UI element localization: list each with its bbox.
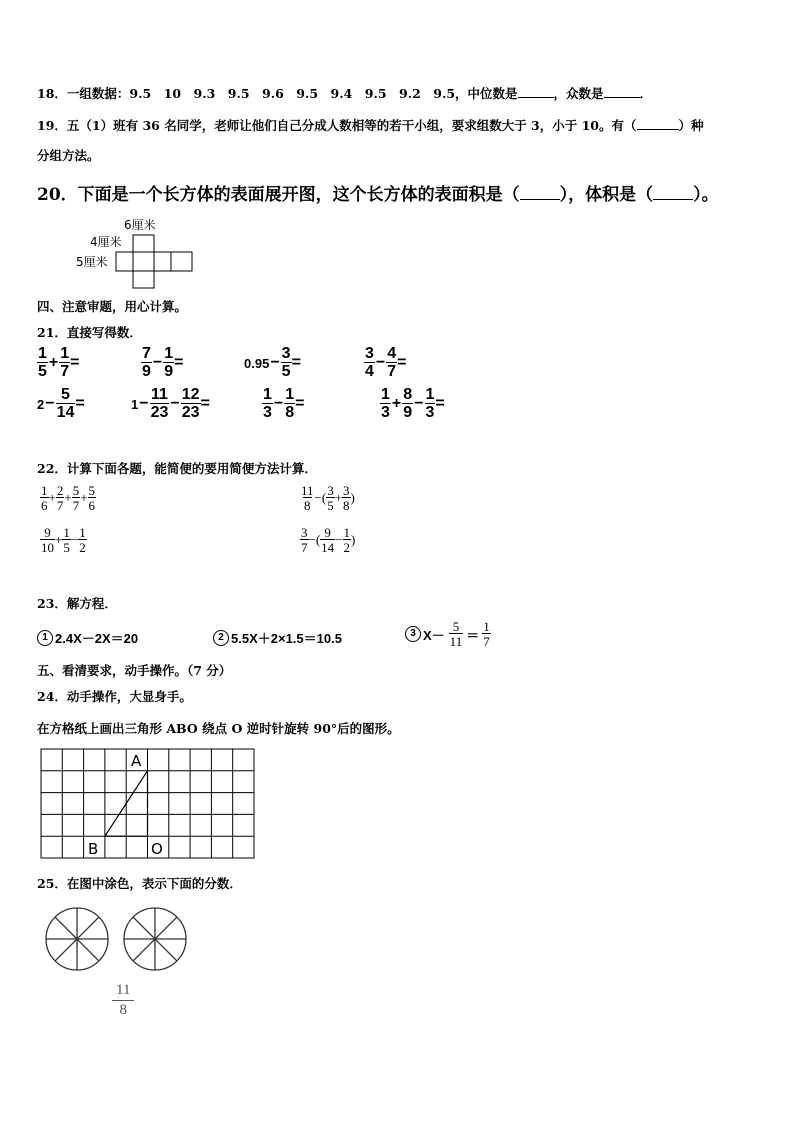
point-o-label: O [151, 840, 163, 858]
q22-expr-2: $\frac{11}{8}$ −( $\frac{3}{5}$ + $\frac{3}{8}$ ) [301, 483, 355, 513]
cuboid-net-figure [70, 215, 220, 295]
q25-title: 25．在图中涂色，表示下面的分数． [37, 876, 242, 891]
q19-line1-end: ）种 [678, 118, 704, 133]
question-18 [37, 84, 652, 102]
q23-equation-1: 1 2.4X－2X＝20 [37, 628, 138, 647]
net-face-top [133, 235, 154, 252]
q24-instruction: 在方格纸上画出三角形 ABO 绕点 O 逆时针旋转 90°后的图形。 [37, 721, 400, 736]
q20-end: ）。 [693, 185, 719, 205]
section-4-heading: 四、注意审题，用心计算。 [37, 299, 188, 314]
q24-title: 24．动手操作，大显身手。 [37, 689, 192, 704]
question-19 [37, 116, 704, 134]
circled-number-1: 1 [37, 630, 53, 646]
q21-title: 21．直接写得数． [37, 325, 142, 340]
q22-title: 22．计算下面各题，能简便的要用简便方法计算． [37, 461, 317, 476]
q23-title: 23．解方程． [37, 596, 117, 611]
q20-blank-area[interactable] [520, 187, 560, 200]
q19-line2: 分组方法。 [37, 148, 100, 163]
circled-number-3: 3 [405, 626, 421, 642]
section-5-heading: 五、看清要求，动手操作。（7 分） [37, 663, 232, 678]
point-a-label: A [131, 752, 142, 770]
q21-item-6: 1 − $\frac{11}{23}$ − $\frac{12}{23}$ = [131, 386, 210, 421]
q18-end: ． [639, 86, 653, 101]
net-face-left [116, 252, 133, 271]
net-label-5cm: 5厘米 [76, 255, 108, 269]
q19-line1: 19．五（1）班有 36 名同学，老师让他们自己分成人数相等的若干小组，要求组数大于 3，小于 10。有（ [37, 118, 637, 133]
q18-mid: ，众数是 [553, 86, 604, 101]
net-face-front [133, 252, 154, 271]
point-b-label: B [88, 840, 99, 858]
q22-expr-1: $\frac{1}{6}$ + $\frac{2}{7}$ + $\frac{5}{7}$ + $\frac{5}{6}$ [41, 483, 96, 513]
q23-equation-3: 3 X－ $\frac{5}{11}$ ＝ $\frac{1}{7}$ [405, 620, 491, 648]
q18-blank-median[interactable] [518, 85, 554, 98]
q22-expr-4: $\frac{3}{7}$ −( $\frac{9}{14}$ − $\frac{1}{2}$ ) [301, 525, 356, 555]
q20-text: 20．下面是一个长方体的表面展开图，这个长方体的表面积是（ [37, 185, 520, 205]
q18-blank-mode[interactable] [604, 85, 640, 98]
q21-item-4: $\frac{3}{4}$ − $\frac{4}{7}$ = [365, 345, 407, 380]
fraction-11-8: $\frac{11}{8}$ [114, 982, 132, 1018]
fraction-circles[interactable] [42, 905, 202, 975]
q22-expr-3: $\frac{9}{10}$ + $\frac{1}{5}$ − $\frac{1}{2}$ [41, 525, 86, 555]
q21-item-3: 0.95 − $\frac{3}{5}$ = [244, 345, 301, 380]
circled-number-2: 2 [213, 630, 229, 646]
net-face-back [171, 252, 192, 271]
q21-item-2: $\frac{7}{9}$ − $\frac{1}{9}$ = [142, 345, 184, 380]
q21-item-8: $\frac{1}{3}$ + $\frac{8}{9}$ − $\frac{1}{3}$ = [381, 386, 445, 421]
q21-item-1: $\frac{1}{5}$ + $\frac{1}{7}$ = [38, 345, 80, 380]
net-face-bottom [133, 271, 154, 288]
circle-2-eighths[interactable] [124, 908, 186, 970]
circle-1-eighths[interactable] [46, 908, 108, 970]
net-label-6cm: 6厘米 [124, 218, 156, 232]
q18-text: 18．一组数据：9.5 10 9.3 9.5 9.6 9.5 9.4 9.5 9.2 9.5，中位数是 [37, 86, 518, 101]
q23-equation-2: 2 5.5X＋2×1.5＝10.5 [213, 628, 342, 647]
q20-mid: ），体积是（ [559, 185, 654, 205]
net-label-4cm: 4厘米 [90, 235, 122, 249]
q21-item-5: 2 − $\frac{5}{14}$ = [37, 386, 85, 421]
question-20 [37, 180, 719, 205]
q19-blank[interactable] [637, 117, 679, 130]
grid-paper[interactable] [40, 748, 256, 860]
net-face-right [154, 252, 171, 271]
q21-item-7: $\frac{1}{3}$ − $\frac{1}{8}$ = [263, 386, 305, 421]
q20-blank-volume[interactable] [653, 187, 693, 200]
